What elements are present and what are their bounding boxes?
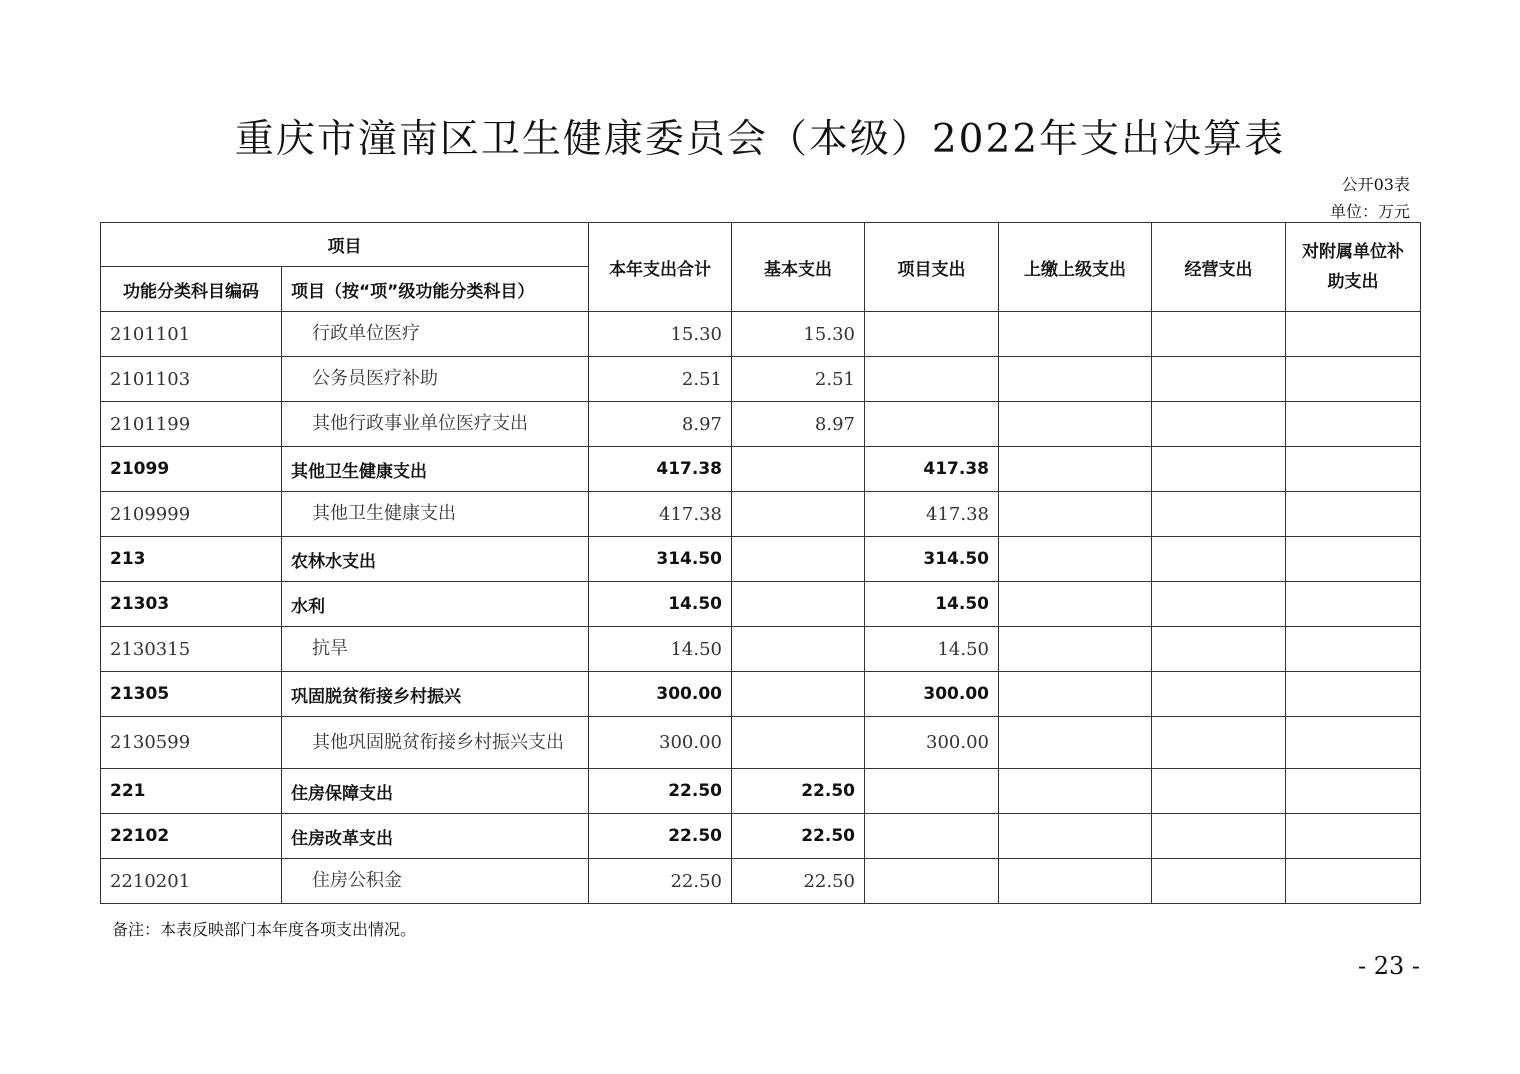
cell-business: [1152, 814, 1286, 859]
cell-basic: [732, 672, 865, 717]
cell-project: 417.38: [865, 492, 999, 537]
cell-total: 300.00: [589, 717, 732, 769]
table-note: 备注：本表反映部门本年度各项支出情况。: [112, 920, 417, 939]
header-upper: 上缴上级支出: [999, 223, 1152, 312]
table-row: [101, 357, 1421, 402]
unit-label: 单位：万元: [1329, 202, 1410, 221]
cell-subsidiary: [1286, 312, 1421, 357]
cell-total: 15.30: [589, 312, 732, 357]
cell-project: [865, 357, 999, 402]
cell-business: [1152, 859, 1286, 904]
cell-code: 2130599: [101, 717, 282, 769]
cell-name: 其他巩固脱贫衔接乡村振兴支出: [282, 717, 589, 769]
cell-project: [865, 769, 999, 814]
cell-project: 14.50: [865, 627, 999, 672]
cell-name: 公务员医疗补助: [282, 357, 589, 402]
cell-name: 水利: [282, 582, 589, 627]
cell-business: [1152, 582, 1286, 627]
cell-code: 21303: [101, 582, 282, 627]
cell-upper: [999, 312, 1152, 357]
cell-code: 21305: [101, 672, 282, 717]
cell-business: [1152, 357, 1286, 402]
cell-name: 巩固脱贫衔接乡村振兴: [282, 672, 589, 717]
cell-project: 300.00: [865, 717, 999, 769]
cell-basic: [732, 447, 865, 492]
cell-basic: 15.30: [732, 312, 865, 357]
table-row: [101, 312, 1421, 357]
table-code: 公开03表: [1341, 175, 1410, 194]
cell-total: 22.50: [589, 814, 732, 859]
cell-total: 22.50: [589, 859, 732, 904]
cell-project: 14.50: [865, 582, 999, 627]
cell-project: [865, 312, 999, 357]
cell-subsidiary: [1286, 537, 1421, 582]
cell-upper: [999, 357, 1152, 402]
cell-total: 2.51: [589, 357, 732, 402]
cell-upper: [999, 537, 1152, 582]
table-row: [101, 814, 1421, 859]
cell-upper: [999, 582, 1152, 627]
cell-basic: 22.50: [732, 769, 865, 814]
cell-subsidiary: [1286, 814, 1421, 859]
header-business: 经营支出: [1152, 223, 1286, 312]
cell-project: [865, 859, 999, 904]
cell-name: 其他行政事业单位医疗支出: [282, 402, 589, 447]
page-title: 重庆市潼南区卫生健康委员会（本级）2022年支出决算表: [234, 117, 1286, 162]
cell-business: [1152, 312, 1286, 357]
cell-business: [1152, 492, 1286, 537]
table-row: [101, 627, 1421, 672]
cell-basic: 22.50: [732, 859, 865, 904]
cell-upper: [999, 859, 1152, 904]
header-subsidiary: 对附属单位补助支出: [1286, 223, 1421, 312]
header-project: 项目支出: [865, 223, 999, 312]
cell-business: [1152, 537, 1286, 582]
cell-total: 314.50: [589, 537, 732, 582]
header-basic: 基本支出: [732, 223, 865, 312]
cell-code: 221: [101, 769, 282, 814]
table-row: [101, 672, 1421, 717]
table-row: [101, 769, 1421, 814]
cell-subsidiary: [1286, 357, 1421, 402]
cell-basic: [732, 717, 865, 769]
cell-name: 抗旱: [282, 627, 589, 672]
header-total: 本年支出合计: [589, 223, 732, 312]
table-row: [101, 447, 1421, 492]
cell-business: [1152, 447, 1286, 492]
cell-business: [1152, 627, 1286, 672]
cell-total: 417.38: [589, 447, 732, 492]
cell-code: 2130315: [101, 627, 282, 672]
cell-project: 417.38: [865, 447, 999, 492]
cell-code: 22102: [101, 814, 282, 859]
cell-total: 14.50: [589, 627, 732, 672]
cell-business: [1152, 769, 1286, 814]
cell-subsidiary: [1286, 492, 1421, 537]
cell-upper: [999, 672, 1152, 717]
cell-name: 其他卫生健康支出: [282, 492, 589, 537]
cell-code: 2101103: [101, 357, 282, 402]
cell-subsidiary: [1286, 717, 1421, 769]
cell-upper: [999, 402, 1152, 447]
cell-basic: [732, 582, 865, 627]
cell-name: 住房保障支出: [282, 769, 589, 814]
cell-upper: [999, 769, 1152, 814]
cell-upper: [999, 814, 1152, 859]
cell-basic: [732, 627, 865, 672]
cell-subsidiary: [1286, 859, 1421, 904]
cell-name: 行政单位医疗: [282, 312, 589, 357]
cell-basic: 22.50: [732, 814, 865, 859]
cell-code: 2210201: [101, 859, 282, 904]
cell-total: 8.97: [589, 402, 732, 447]
cell-upper: [999, 627, 1152, 672]
cell-project: 314.50: [865, 537, 999, 582]
cell-basic: 2.51: [732, 357, 865, 402]
cell-basic: [732, 492, 865, 537]
cell-project: 300.00: [865, 672, 999, 717]
cell-business: [1152, 717, 1286, 769]
cell-subsidiary: [1286, 672, 1421, 717]
cell-name: 其他卫生健康支出: [282, 447, 589, 492]
header-item-group: 项目: [101, 223, 589, 267]
table-row: [101, 859, 1421, 904]
header-item-name: 项目（按“项”级功能分类科目）: [282, 267, 589, 312]
page-number: - 23 -: [1357, 952, 1420, 980]
cell-subsidiary: [1286, 769, 1421, 814]
cell-subsidiary: [1286, 627, 1421, 672]
cell-basic: [732, 537, 865, 582]
header-func-code: 功能分类科目编码: [101, 267, 282, 312]
cell-name: 农林水支出: [282, 537, 589, 582]
cell-business: [1152, 402, 1286, 447]
cell-basic: 8.97: [732, 402, 865, 447]
cell-upper: [999, 717, 1152, 769]
cell-subsidiary: [1286, 447, 1421, 492]
cell-code: 213: [101, 537, 282, 582]
cell-project: [865, 814, 999, 859]
cell-code: 2101101: [101, 312, 282, 357]
cell-code: 2109999: [101, 492, 282, 537]
cell-upper: [999, 447, 1152, 492]
table-row: [101, 717, 1421, 769]
expenditure-table: [100, 222, 1421, 904]
table-row: [101, 492, 1421, 537]
table-row: [101, 582, 1421, 627]
cell-total: 14.50: [589, 582, 732, 627]
cell-name: 住房改革支出: [282, 814, 589, 859]
table-row: [101, 402, 1421, 447]
cell-code: 2101199: [101, 402, 282, 447]
cell-code: 21099: [101, 447, 282, 492]
cell-total: 300.00: [589, 672, 732, 717]
cell-upper: [999, 492, 1152, 537]
cell-name: 住房公积金: [282, 859, 589, 904]
cell-project: [865, 402, 999, 447]
table-body: [101, 312, 1421, 904]
cell-total: 22.50: [589, 769, 732, 814]
table-row: [101, 537, 1421, 582]
cell-total: 417.38: [589, 492, 732, 537]
cell-subsidiary: [1286, 582, 1421, 627]
cell-business: [1152, 672, 1286, 717]
cell-subsidiary: [1286, 402, 1421, 447]
